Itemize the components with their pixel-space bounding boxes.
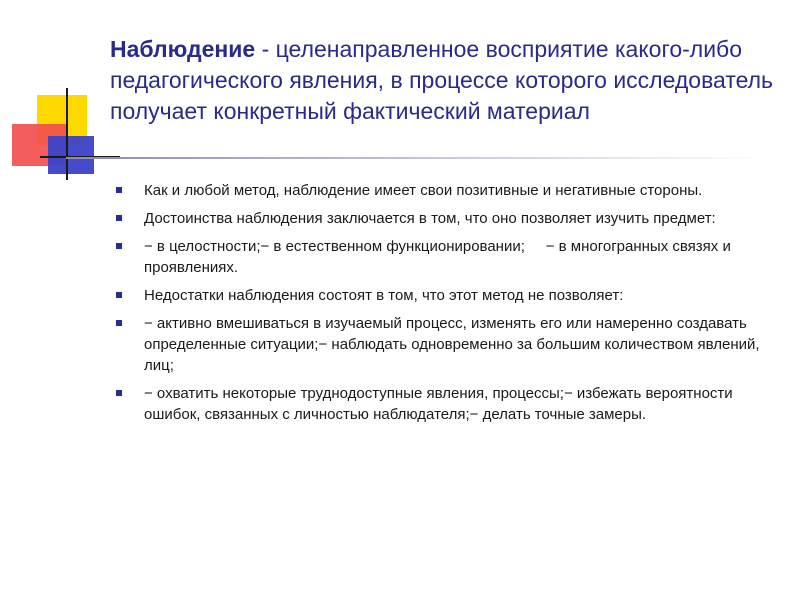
list-item: [116, 383, 786, 425]
list-item: [116, 313, 786, 376]
square-bullet-icon: [116, 187, 122, 193]
blue-square-icon: [48, 136, 94, 174]
title-definition: - целенаправленное восприятие какого-либо педагогического явления, в процессе которого исследователь получает конкретный фактический материал: [110, 36, 774, 124]
list-item-text: Как и любой метод, наблюдение имеет свои позитивные и негативные стороны.: [144, 182, 703, 199]
slide-title: [110, 34, 790, 127]
list-item: [116, 208, 786, 229]
list-item-text: Достоинства наблюдения заключается в том, что оно позволяет изучить предмет:: [144, 210, 716, 227]
bullet-list: [116, 180, 786, 432]
list-item-text: Недостатки наблюдения состоят в том, что этот метод не позволяет:: [144, 287, 624, 304]
list-item-text: − активно вмешиваться в изучаемый процесс, изменять его или намеренно создавать определенные ситуации;− наблюдать одновременно за большим количеством явлений, лиц;: [144, 315, 760, 374]
square-bullet-icon: [116, 320, 122, 326]
title-term: Наблюдение: [110, 36, 256, 62]
list-item: [116, 285, 786, 306]
list-item: [116, 180, 786, 201]
square-bullet-icon: [116, 292, 122, 298]
title-divider: [66, 157, 766, 159]
list-item-text: − охватить некоторые труднодоступные явления, процессы;− избежать вероятности ошибок, связанных с личностью наблюдателя;− делать точные замеры.: [144, 385, 733, 423]
list-item-text: − в целостности;− в естественном функционировании; − в многогранных связях и проявлениях.: [144, 238, 736, 276]
square-bullet-icon: [116, 243, 122, 249]
list-item: [116, 236, 786, 278]
square-bullet-icon: [116, 390, 122, 396]
square-bullet-icon: [116, 215, 122, 221]
vertical-line-icon: [66, 88, 68, 180]
